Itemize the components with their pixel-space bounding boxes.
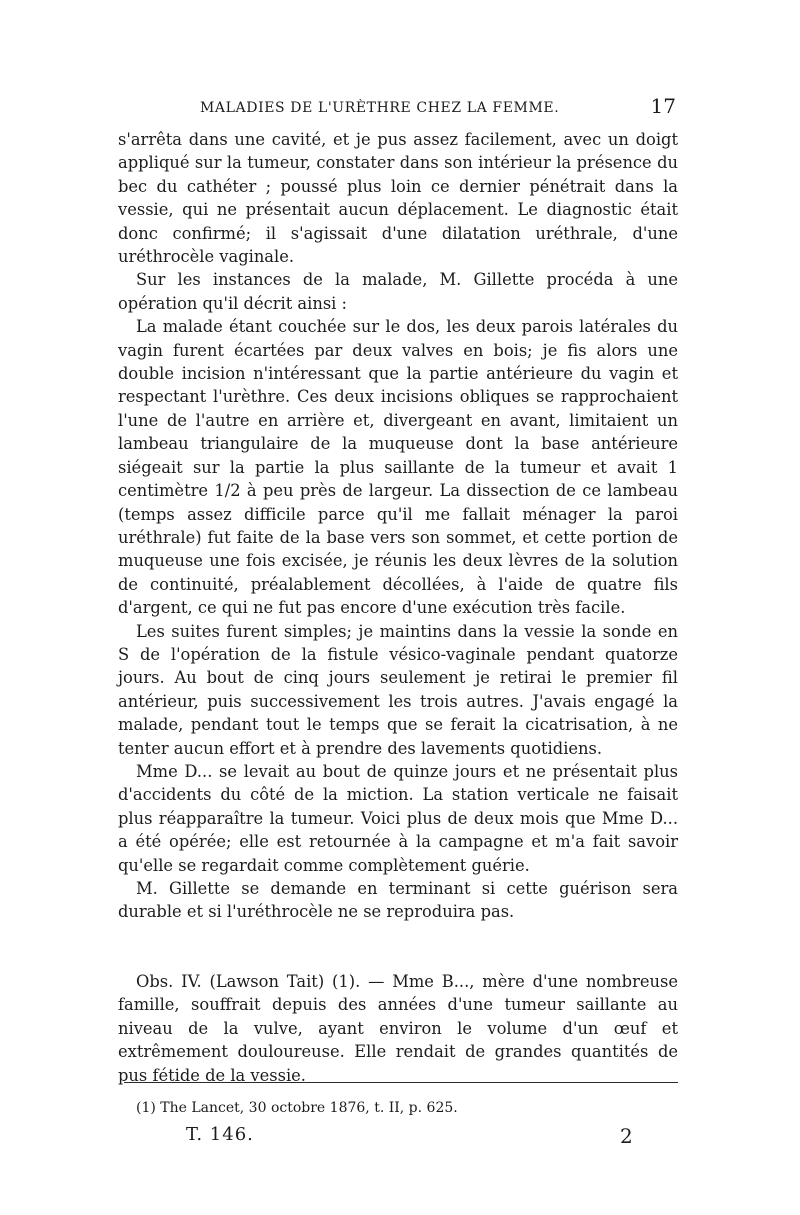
paragraph-continuation: s'arrêta dans une cavité, et je pus assez facilement, avec un doigt appliqué sur la tumeur, constater dans son intérieur la présence du bec du cathéter ; poussé plus loin ce dernier pénétrait dans la vessie, qui ne présentait aucun déplacement. Le diagnostic était donc confirmé; il s'agissait d'une dilatation uréthrale, d'une uréthrocèle vaginale.: [118, 130, 678, 267]
paragraph-operation-intro: Sur les instances de la malade, M. Gillette procéda à une opération qu'il décrit ainsi :: [118, 270, 678, 313]
signature-number: 2: [620, 1124, 633, 1148]
footnote-divider: [124, 1082, 678, 1083]
paragraph-conclusion: M. Gillette se demande en terminant si cette guérison sera durable et si l'uréthrocèle ne se reproduira pas.: [118, 879, 678, 922]
body-text: [118, 128, 678, 924]
observation-section: [118, 970, 678, 1087]
signature-mark: T. 146.: [186, 1124, 254, 1145]
paragraph-outcome: Mme D... se levait au bout de quinze jours et ne présentait plus d'accidents du côté de la miction. La station verticale ne faisait plus réapparaître la tumeur. Voici plus de deux mois que Mme D... a été opérée; elle est retournée à la campagne et m'a fait savoir qu'elle se regardait comme complètement guérie.: [118, 761, 678, 875]
page-number: 17: [650, 94, 676, 118]
running-title: MALADIES DE L'URÈTHRE CHEZ LA FEMME.: [200, 100, 560, 116]
paragraph-operation-description: La malade étant couchée sur le dos, les deux parois latérales du vagin furent écartées par deux valves en bois; je fis alors une double incision n'intéressant que la partie antérieure du vagin et respectant l'urèthre. Ces deux incisions obliques se rapprochaient l'une de l'autre en arrière et, divergeant en avant, limitaient un lambeau triangulaire de la muqueuse dont la base antérieure siégeait sur la partie la plus saillante de la tumeur et avait 1 centimètre 1/2 à peu près de largeur. La dissection de ce lambeau (temps assez difficile parce qu'il me fallait ménager la paroi uréthrale) fut faite de la base vers son sommet, et cette portion de muqueuse une fois excisée, je réunis les deux lèvres de la solution de continuité, préalablement décollées, à l'aide de quatre fils d'argent, ce qui ne fut pas encore d'une exécution très facile.: [118, 317, 678, 618]
footnote: (1) The Lancet, 30 octobre 1876, t. II, p. 625.: [136, 1100, 458, 1116]
paragraph-aftercare: Les suites furent simples; je maintins dans la vessie la sonde en S de l'opération de la fistule vésico-vaginale pendant quatorze jours. Au bout de cinq jours seulement je retirai le premier fil antérieur, puis successivement les trois autres. J'avais engagé la malade, pendant tout le temps que se ferait la cicatrisation, à ne tenter aucun effort et à prendre des lavements quotidiens.: [118, 621, 678, 758]
running-head: [118, 94, 678, 122]
observation-paragraph: Obs. IV. (Lawson Tait) (1). — Mme B..., mère d'une nombreuse famille, souffrait depuis des années d'une tumeur saillante au niveau de la vulve, ayant environ le volume d'un œuf et extrêmement douloureuse. Elle rendait de grandes quantités de pus fétide de la vessie.: [118, 972, 678, 1085]
